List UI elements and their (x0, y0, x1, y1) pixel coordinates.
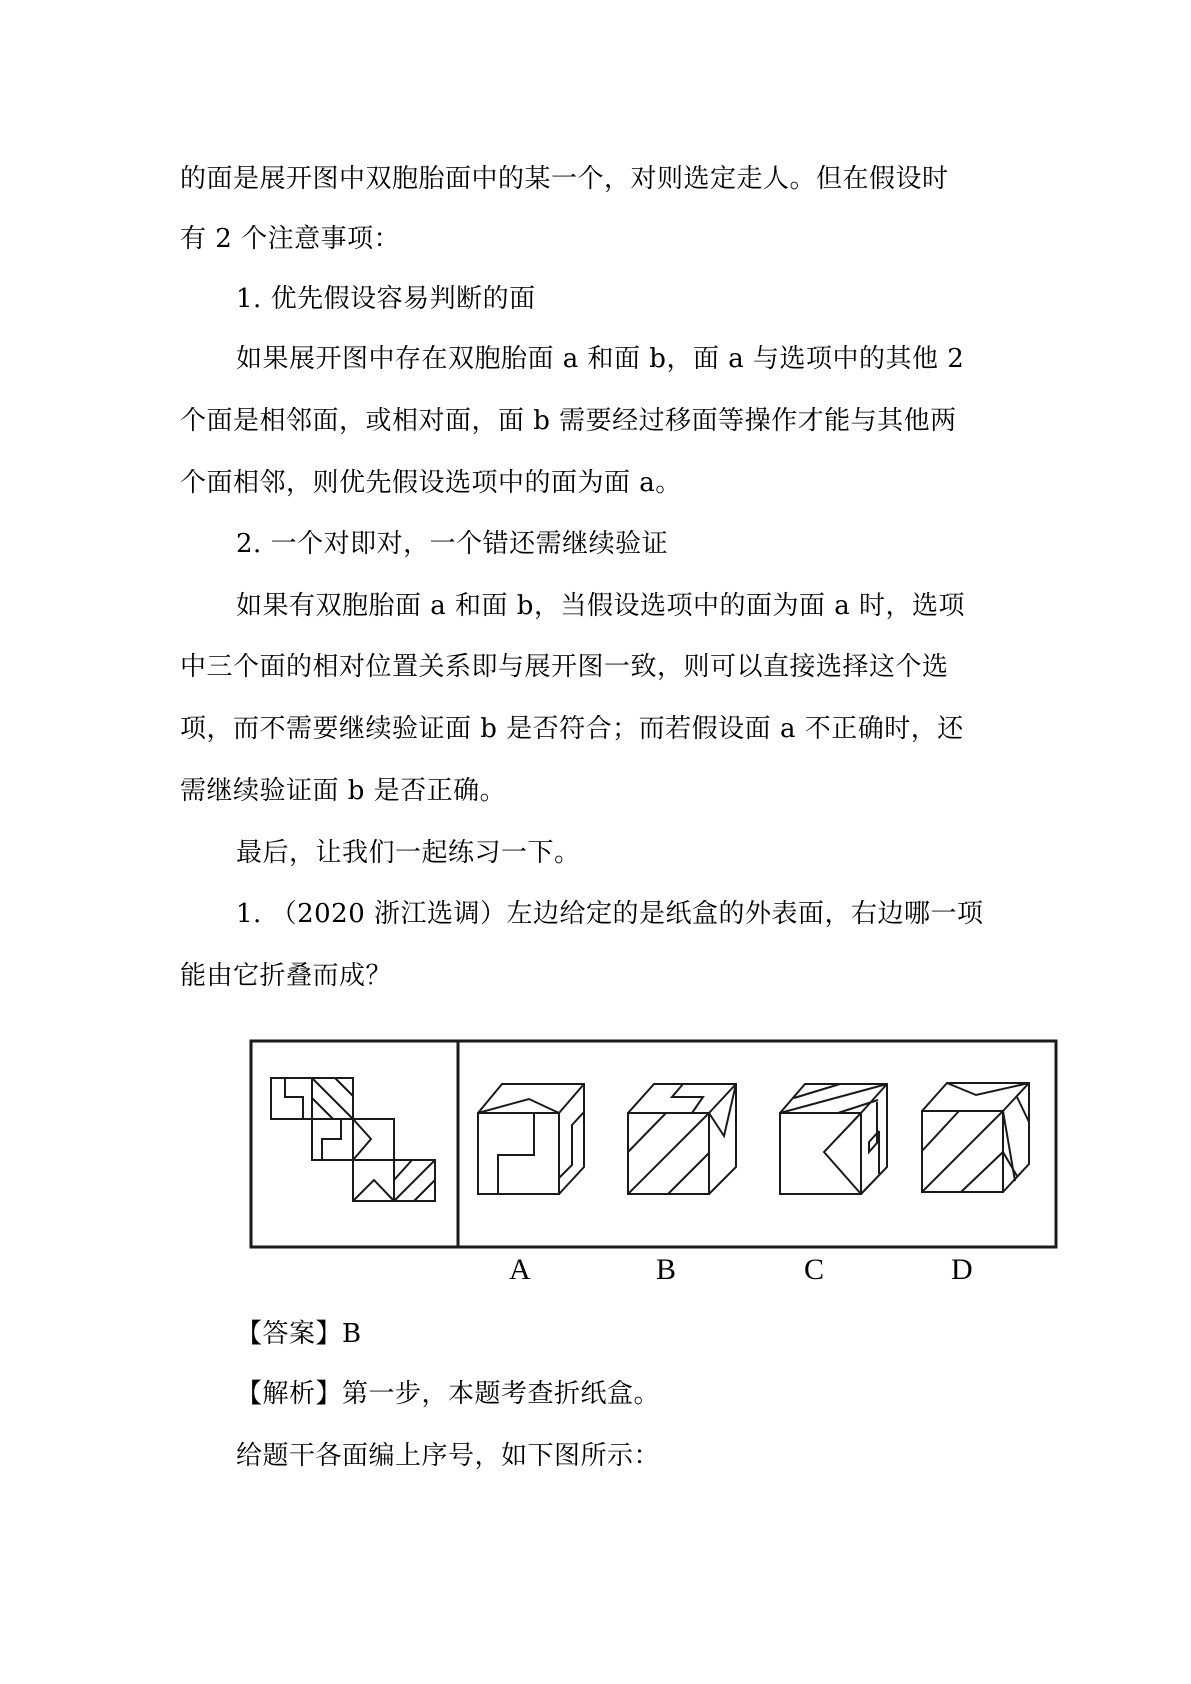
option-a-cube (478, 1084, 584, 1194)
cube-net (271, 1078, 435, 1201)
figure-frame (251, 1041, 1056, 1247)
question-line: 1. （2020 浙江选调）左边给定的是纸盒的外表面，右边哪一项 (236, 899, 984, 929)
paragraph-line: 个面相邻，则优先假设选项中的面为面 a。 (180, 468, 682, 498)
paragraph-line: 个面是相邻面，或相对面，面 b 需要经过移面等操作才能与其他两 (180, 406, 957, 436)
net-face-3-pattern (322, 1119, 341, 1160)
question-line: 能由它折叠而成？ (180, 961, 393, 991)
option-label-a: A (509, 1253, 531, 1286)
paragraph-heading: 1. 优先假设容易判断的面 (236, 284, 536, 314)
paragraph-line: 给题干各面编上序号，如下图所示： (236, 1441, 661, 1471)
option-label-b: B (656, 1253, 677, 1286)
answer-line: 【答案】B (236, 1319, 362, 1349)
option-b-cube (628, 1084, 736, 1194)
net-face-1-pattern (285, 1078, 303, 1119)
analysis-line: 【解析】第一步，本题考查折纸盒。 (236, 1379, 661, 1409)
option-d-cube (922, 1083, 1029, 1192)
option-label-d: D (951, 1253, 973, 1286)
paragraph-line: 最后，让我们一起练习一下。 (236, 838, 581, 868)
net-face-5-pattern (353, 1180, 394, 1201)
paragraph-line: 如果有双胞胎面 a 和面 b，当假设选项中的面为面 a 时，选项 (236, 591, 965, 621)
paragraph-line: 中三个面的相对位置关系即与展开图一致，则可以直接选择这个选 (180, 652, 949, 682)
paragraph-line: 如果展开图中存在双胞胎面 a 和面 b，面 a 与选项中的其他 2 (236, 344, 965, 374)
paragraph-line: 需继续验证面 b 是否正确。 (180, 776, 507, 806)
net-face-1 (271, 1078, 312, 1119)
paragraph-line: 有 2 个注意事项： (180, 224, 401, 254)
paragraph-heading: 2. 一个对即对，一个错还需继续验证 (236, 529, 669, 559)
option-label-c: C (804, 1253, 825, 1286)
option-c-cube (780, 1084, 887, 1194)
paragraph-line: 项，而不需要继续验证面 b 是否符合；而若假设面 a 不正确时，还 (180, 714, 964, 744)
net-face-4-pattern (353, 1119, 371, 1160)
paragraph-line: 的面是展开图中双胞胎面中的某一个，对则选定走人。但在假设时 (180, 164, 949, 194)
